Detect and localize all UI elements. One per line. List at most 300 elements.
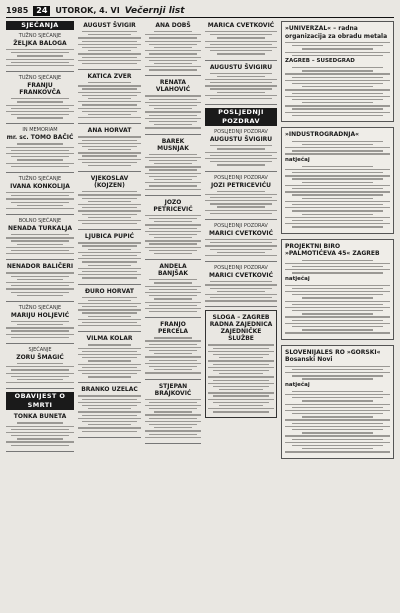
text-line	[88, 300, 131, 301]
text-line	[6, 49, 74, 50]
notice-name: NENADOR BALIČERI	[6, 263, 74, 271]
text-line	[285, 147, 390, 148]
text-placeholder	[6, 192, 74, 209]
text-line	[154, 411, 192, 412]
notice-title: TUŽNO SJEĆANJE	[18, 33, 62, 39]
text-line	[88, 34, 131, 35]
text-line	[6, 373, 74, 374]
notice-name: JOZI PETRICEVIĆU	[210, 181, 272, 189]
text-placeholder	[208, 344, 274, 412]
notice-name: AUGUSTU ŠVIGIRU	[209, 136, 273, 144]
text-line	[88, 201, 131, 202]
text-line	[78, 364, 141, 365]
text-line	[82, 271, 136, 272]
text-line	[149, 69, 197, 70]
text-line	[17, 143, 63, 144]
text-line	[208, 344, 274, 345]
text-line	[6, 192, 74, 193]
text-line	[88, 50, 131, 51]
text-line	[149, 176, 197, 177]
text-line	[82, 63, 136, 64]
text-line	[78, 92, 141, 93]
text-line	[82, 47, 136, 48]
text-line	[78, 53, 141, 54]
text-line	[208, 351, 274, 352]
text-line	[154, 353, 192, 354]
text-line	[6, 237, 74, 238]
text-line	[210, 161, 272, 162]
notice-name: ANDELA BANJŠAK	[157, 263, 189, 278]
text-line	[145, 215, 201, 216]
text-line	[205, 194, 277, 195]
text-line	[78, 101, 141, 102]
notice	[6, 218, 74, 260]
text-line	[292, 288, 382, 289]
section-header: SJEĆANJA	[6, 21, 74, 30]
text-line	[145, 231, 201, 232]
text-line	[78, 44, 141, 45]
notice-title: TUŽNO SJEĆANJE	[18, 75, 62, 82]
notice-title: POSLJEDNJI POZDRAV	[214, 265, 268, 272]
text-line	[292, 304, 382, 305]
text-line	[285, 263, 390, 264]
text-line	[302, 416, 373, 417]
text-line	[78, 108, 141, 109]
notice-name: MARICA CVETKOVIĆ	[207, 22, 275, 29]
text-line	[285, 366, 390, 367]
notice	[78, 175, 141, 230]
text-placeholder	[285, 285, 390, 334]
notice-name: MARICI CVETKOVIĆ	[208, 230, 274, 237]
text-line	[11, 114, 69, 115]
text-line	[285, 52, 390, 53]
text-placeholder	[78, 297, 141, 327]
text-line	[149, 311, 197, 312]
text-line	[205, 41, 277, 42]
notice-name: RENATA VLAHOVIĆ	[155, 79, 191, 94]
text-line	[205, 31, 277, 32]
text-line	[302, 48, 373, 49]
text-line	[285, 191, 390, 192]
text-line	[292, 226, 382, 227]
text-line	[82, 162, 136, 163]
text-line	[213, 395, 270, 396]
notice-title: SJEĆANJE	[28, 347, 52, 353]
text-line	[82, 312, 136, 313]
text-line	[302, 198, 373, 199]
text-line	[88, 98, 131, 99]
text-line	[11, 240, 69, 241]
text-line	[217, 252, 266, 253]
text-line	[78, 258, 141, 259]
text-line	[149, 228, 197, 229]
text-line	[210, 203, 272, 204]
text-line	[11, 330, 69, 331]
text-placeholder	[6, 143, 74, 167]
text-line	[82, 146, 136, 147]
text-line	[6, 441, 74, 442]
ad-subheadline: natječaj	[285, 381, 310, 388]
section-header: OBAVIJEST O SMRTI	[6, 392, 74, 410]
text-line	[6, 327, 74, 328]
text-line	[17, 324, 63, 325]
notice-title: POSLJEDNJI POZDRAV	[214, 174, 268, 181]
text-line	[149, 243, 197, 244]
text-line	[6, 153, 74, 154]
text-line	[11, 166, 69, 167]
notice-name: VJEKOSLAV (KOJZEN)	[90, 175, 129, 190]
text-line	[145, 224, 201, 225]
text-line	[88, 114, 131, 115]
text-line	[82, 255, 136, 256]
text-line	[11, 429, 69, 430]
notice	[6, 413, 74, 452]
notice-title: TUŽNO SJEĆANJE	[18, 304, 62, 311]
text-placeholder	[6, 98, 74, 118]
ad-subheadline: ZAGREB – SUSEDGRAD	[285, 58, 355, 65]
notice	[205, 223, 277, 262]
text-line	[292, 115, 382, 116]
notice-name: MARICI CVETKOVIĆ	[208, 272, 274, 280]
text-line	[302, 297, 373, 298]
text-line	[302, 70, 373, 71]
column-3	[145, 21, 201, 609]
notice	[78, 335, 141, 383]
text-line	[78, 402, 141, 403]
text-line	[145, 437, 201, 438]
text-line	[285, 332, 390, 333]
issue-date: UTOROK, 4. VI	[55, 6, 120, 15]
text-line	[210, 197, 272, 198]
text-line	[149, 418, 197, 419]
text-placeholder	[6, 321, 74, 338]
text-line	[208, 399, 274, 400]
notice-name: FRANJO PERCELA	[157, 321, 189, 336]
notice-name: ANA DOBŠ	[155, 22, 191, 29]
text-line	[217, 53, 266, 54]
text-line	[213, 370, 270, 371]
text-line	[210, 34, 272, 35]
page-number: 24	[33, 6, 50, 16]
notice	[78, 22, 141, 70]
text-line	[11, 195, 69, 196]
text-placeholder	[285, 67, 390, 116]
text-line	[145, 34, 201, 35]
classified-ad	[281, 127, 394, 233]
notice-name: KATICA ZVER	[87, 73, 132, 81]
text-line	[17, 159, 63, 160]
text-line	[217, 148, 266, 149]
text-line	[292, 67, 382, 68]
text-line	[78, 136, 141, 137]
text-line	[285, 96, 390, 97]
notice	[78, 386, 141, 437]
text-line	[154, 337, 192, 338]
text-line	[11, 369, 69, 370]
text-line	[6, 208, 74, 209]
text-line	[78, 370, 141, 371]
text-line	[88, 82, 131, 83]
notice-title: POSLJEDNJI POZDRAV	[214, 223, 268, 229]
notice-name: MARIJU HOLJEVIĆ	[10, 311, 70, 319]
text-line	[292, 272, 382, 273]
text-placeholder	[285, 42, 390, 56]
text-line	[292, 204, 382, 205]
text-line	[145, 127, 201, 128]
text-line	[82, 198, 136, 199]
text-line	[82, 277, 136, 278]
notice-title: POSLJEDNJI POZDRAV	[214, 129, 268, 136]
text-line	[285, 301, 390, 302]
text-line	[17, 438, 63, 439]
text-line	[149, 115, 197, 116]
text-line	[217, 37, 266, 38]
text-line	[17, 295, 63, 296]
text-line	[11, 435, 69, 436]
text-placeholder	[205, 73, 277, 100]
text-line	[78, 325, 141, 326]
text-line	[82, 399, 136, 400]
text-placeholder	[145, 279, 201, 312]
text-line	[285, 323, 390, 324]
text-line	[302, 102, 373, 103]
text-placeholder	[78, 242, 141, 278]
text-line	[210, 281, 272, 282]
column-5-classifieds	[281, 21, 394, 609]
text-line	[205, 210, 277, 211]
text-line	[285, 169, 390, 170]
text-line	[11, 156, 69, 157]
text-line	[145, 356, 201, 357]
text-line	[145, 57, 201, 58]
text-line	[213, 386, 270, 387]
text-line	[11, 337, 69, 338]
text-line	[285, 404, 390, 405]
text-line	[285, 451, 390, 452]
text-line	[78, 252, 141, 253]
notice	[6, 347, 74, 389]
text-line	[302, 182, 373, 183]
text-line	[302, 166, 373, 167]
text-line	[219, 373, 264, 374]
text-line	[154, 237, 192, 238]
text-line	[292, 93, 382, 94]
text-line	[149, 37, 197, 38]
notice-name: BRANKO UZELAC	[81, 386, 138, 394]
text-line	[292, 445, 382, 446]
text-line	[145, 102, 201, 103]
notice	[78, 73, 141, 124]
text-line	[145, 173, 201, 174]
text-line	[205, 47, 277, 48]
text-line	[145, 372, 201, 373]
text-line	[11, 62, 69, 63]
text-line	[292, 423, 382, 424]
text-line	[145, 302, 201, 303]
text-line	[6, 426, 74, 427]
text-line	[82, 431, 136, 432]
text-placeholder	[6, 49, 74, 66]
notice	[145, 138, 201, 196]
text-placeholder	[285, 260, 390, 274]
text-line	[11, 376, 69, 377]
notice	[78, 233, 141, 284]
notice-name: JOZO PETRICEVIĆ	[153, 198, 193, 213]
text-line	[292, 99, 382, 100]
text-line	[149, 60, 197, 61]
text-line	[210, 73, 272, 74]
text-line	[78, 395, 141, 396]
text-line	[205, 239, 277, 240]
text-line	[78, 348, 141, 349]
notice-name: STJEPAN BRAJKOVIĆ	[154, 382, 192, 397]
text-line	[285, 80, 390, 81]
text-line	[78, 152, 141, 153]
text-line	[82, 357, 136, 358]
text-line	[292, 220, 382, 221]
text-line	[285, 223, 390, 224]
text-line	[11, 285, 69, 286]
text-line	[154, 108, 192, 109]
notice	[145, 79, 201, 134]
text-line	[213, 380, 270, 381]
text-line	[292, 108, 382, 109]
text-line	[82, 104, 136, 105]
text-line	[302, 448, 373, 449]
text-line	[217, 206, 266, 207]
text-line	[149, 160, 197, 161]
text-line	[208, 360, 274, 361]
text-line	[292, 397, 382, 398]
text-placeholder	[145, 154, 201, 190]
text-line	[82, 245, 136, 246]
text-line	[210, 242, 272, 243]
text-line	[145, 308, 201, 309]
text-line	[205, 152, 277, 153]
text-line	[145, 41, 201, 42]
text-placeholder	[145, 399, 201, 439]
notice-name: TONKA BUNETA	[13, 413, 67, 421]
text-line	[205, 245, 277, 246]
text-line	[17, 244, 63, 245]
text-line	[88, 149, 131, 150]
text-line	[82, 351, 136, 352]
text-line	[145, 240, 201, 241]
text-line	[82, 322, 136, 323]
text-line	[302, 86, 373, 87]
text-placeholder	[285, 366, 390, 380]
text-placeholder	[205, 31, 277, 55]
text-line	[82, 140, 136, 141]
text-line	[292, 294, 382, 295]
text-line	[285, 217, 390, 218]
text-line	[219, 357, 264, 358]
text-line	[292, 188, 382, 189]
text-line	[88, 165, 131, 166]
text-line	[6, 366, 74, 367]
text-line	[6, 382, 74, 383]
text-line	[145, 363, 201, 364]
notice	[6, 75, 74, 124]
notice	[6, 305, 74, 344]
text-line	[217, 191, 266, 192]
text-line	[82, 95, 136, 96]
text-line	[145, 166, 201, 167]
text-line	[11, 250, 69, 251]
text-line	[145, 399, 201, 400]
text-line	[213, 354, 270, 355]
notice-title: IN MEMORIAM	[22, 127, 58, 134]
text-line	[6, 147, 74, 148]
notice	[6, 127, 74, 173]
text-line	[145, 50, 201, 51]
notice	[145, 263, 201, 318]
text-line	[285, 435, 390, 436]
text-line	[205, 300, 277, 301]
notice-name: mr. sc. TOMO BAČIĆ	[6, 134, 74, 142]
text-line	[82, 421, 136, 422]
notice-name: ĐURO HORVAT	[85, 287, 134, 295]
text-line	[149, 234, 197, 235]
text-line	[149, 402, 197, 403]
text-line	[145, 118, 201, 119]
text-line	[88, 265, 131, 266]
notice	[6, 263, 74, 302]
text-line	[82, 223, 136, 224]
text-line	[154, 369, 192, 370]
text-line	[213, 364, 270, 365]
text-line	[292, 45, 382, 46]
text-line	[17, 363, 63, 364]
text-line	[149, 344, 197, 345]
text-line	[292, 369, 382, 370]
text-line	[154, 163, 192, 164]
text-line	[285, 112, 390, 113]
text-line	[78, 210, 141, 211]
column-2	[78, 21, 141, 609]
text-line	[17, 279, 63, 280]
text-line	[78, 117, 141, 118]
column-4	[205, 21, 277, 609]
text-line	[154, 47, 192, 48]
text-placeholder	[6, 272, 74, 296]
text-line	[149, 279, 197, 280]
text-line	[145, 347, 201, 348]
text-line	[285, 394, 390, 395]
notice-name: ZORU ŠMAGIĆ	[16, 354, 64, 361]
text-line	[6, 59, 74, 60]
text-line	[145, 95, 201, 96]
text-line	[78, 303, 141, 304]
text-line	[149, 360, 197, 361]
text-line	[82, 207, 136, 208]
notice	[145, 383, 201, 444]
text-line	[11, 292, 69, 293]
text-line	[217, 291, 266, 292]
text-line	[149, 218, 197, 219]
masthead	[6, 4, 394, 18]
notice	[205, 64, 277, 106]
text-line	[285, 419, 390, 420]
text-line	[82, 111, 136, 112]
text-line	[149, 295, 197, 296]
text-line	[145, 286, 201, 287]
text-line	[285, 307, 390, 308]
ad-subheadline: natječaj	[285, 275, 310, 282]
text-line	[145, 247, 201, 248]
text-line	[6, 272, 74, 273]
text-line	[6, 288, 74, 289]
